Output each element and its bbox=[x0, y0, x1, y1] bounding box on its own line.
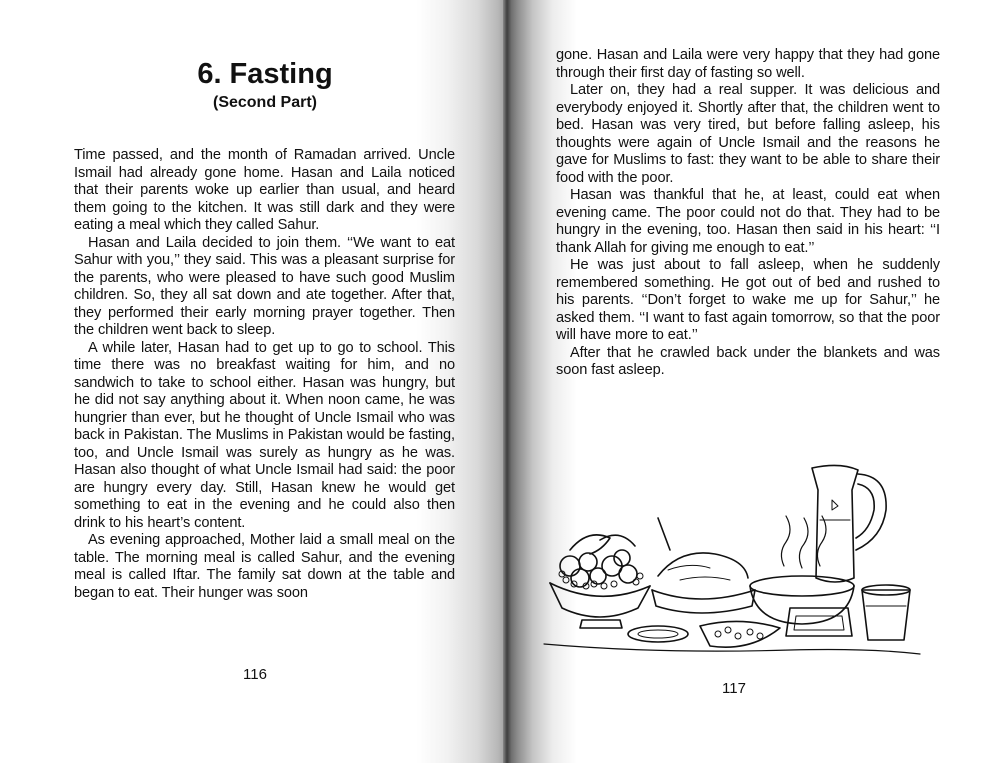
paragraph: Later on, they had a real supper. It was delicious and everybody enjoyed it. Shortly after that, the children went to bed. Hasan was very tired, but before falling asleep, his thoughts were again of Uncle Ismail and the reasons he gave for Muslims to fast: they want to be able to share their food with the poor. bbox=[556, 82, 940, 186]
paragraph: Time passed, and the month of Ramadan arrived. Uncle Ismail had already gone home. Hasan and Laila noticed that their parents woke up earlier than usual, and heard them going to the kitchen. It was still dark and they were eating a meal which they called Sahur. bbox=[74, 147, 455, 233]
plates-drawing bbox=[628, 608, 852, 647]
paragraph: gone. Hasan and Laila were very happy that they had gone through their first day of fasting so well. bbox=[556, 47, 940, 81]
left-page-body bbox=[74, 147, 455, 602]
iftar-meal-illustration bbox=[540, 458, 925, 668]
chapter-title: 6. Fasting bbox=[197, 58, 333, 90]
table-edge-drawing bbox=[544, 644, 920, 654]
page-number-right: 117 bbox=[722, 680, 746, 697]
paragraph: Hasan was thankful that he, at least, could eat when evening came. The poor could not do that. They had to be hungry in the evening, too. Hasan then said in his heart: ‘‘I thank Allah for giving me enough to eat.’’ bbox=[556, 187, 940, 256]
paragraph: As evening approached, Mother laid a small meal on the table. The morning meal is called Sahur, and the evening meal is called Iftar. The family sat down at the table and began to eat. Their hunger was soon bbox=[74, 532, 455, 601]
bread-basket-drawing bbox=[652, 518, 755, 613]
right-page-body bbox=[556, 47, 940, 380]
fruit-bowl-drawing bbox=[550, 535, 650, 628]
paragraph: He was just about to fall asleep, when he suddenly remembered something. He got out of bed and rushed to his parents. ‘‘Don’t forget to wake me up for Sahur,’’ he asked them. ‘‘I want to fast again tomorrow, so that the poor will have more to eat.’’ bbox=[556, 257, 940, 343]
drinking-glass-drawing bbox=[862, 585, 910, 640]
paragraph: After that he crawled back under the blankets and was soon fast asleep. bbox=[556, 344, 940, 378]
book-gutter bbox=[503, 0, 511, 763]
paragraph: A while later, Hasan had to get up to go to school. This time there was no breakfast waiting for him, and no sandwich to take to school either. Hasan was hungry, but he did not say anything about it. When noon came, he was hungrier than ever, but he thought of Uncle Ismail who was back in Pakistan. The Muslims in Pakistan would be fasting, too, and Uncle Ismail was surely as hungry as he was. Hasan also thought of what Uncle Ismail had said: the poor are hungry every day. Still, Hasan knew he would get something to eat in the evening and he could also then drink to his heart’s content. bbox=[74, 339, 455, 531]
page-number-left: 116 bbox=[243, 666, 267, 683]
chapter-subtitle: (Second Part) bbox=[212, 94, 317, 111]
paragraph: Hasan and Laila decided to join them. ‘‘We want to eat Sahur with you,’’ they said. This was a pleasant surprise for the parents, who were pleased to have such good Muslim children. So, they all sat down and ate together. After that, they performed their early morning prayer together. Then the children went back to sleep. bbox=[74, 234, 455, 338]
water-jug-drawing bbox=[812, 465, 886, 582]
